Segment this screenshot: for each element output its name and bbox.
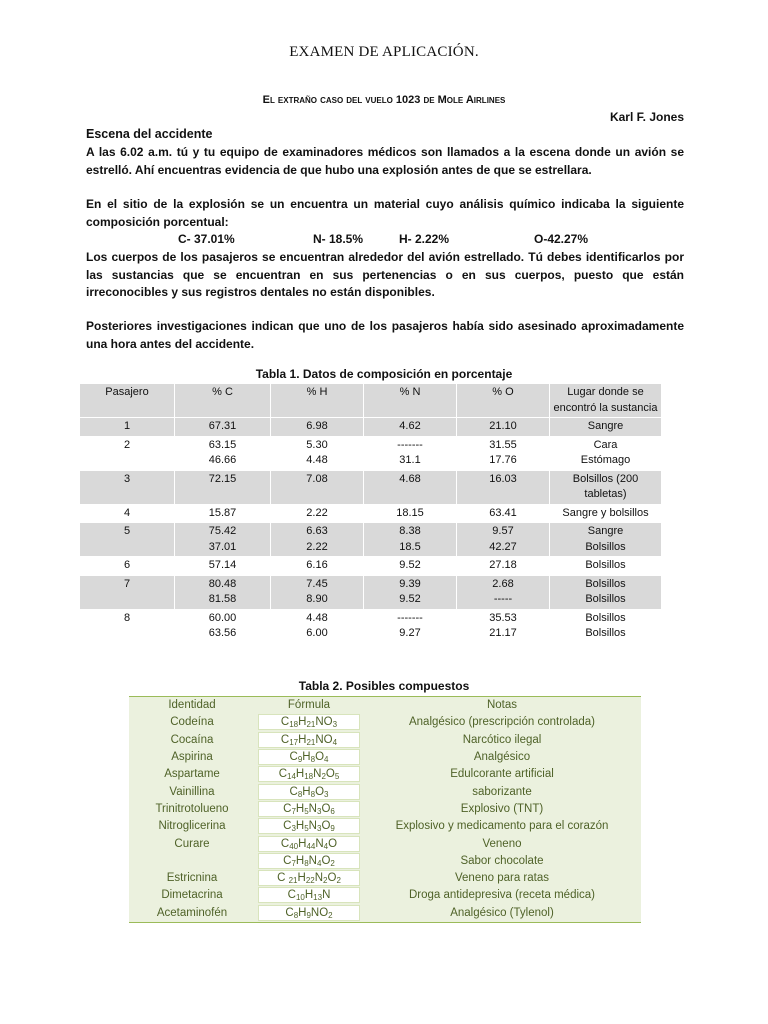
compound-note: Veneno para ratas bbox=[455, 872, 549, 885]
table2-header-notes: Notas bbox=[363, 697, 641, 715]
compound-row bbox=[129, 818, 641, 835]
compound-row bbox=[129, 853, 641, 870]
compound-formula: $C_3H_5N_3O_9$ bbox=[255, 818, 363, 835]
compound-name bbox=[129, 853, 255, 870]
compound-formula: $C_{18}H_{21}NO_3$ bbox=[255, 714, 363, 731]
table1-cell-pct-c: 67.31 bbox=[175, 418, 271, 437]
table1-cell-pct-n: ------- 9.27 bbox=[364, 609, 457, 643]
table1-cell-pct-n: 8.38 18.5 bbox=[364, 523, 457, 557]
compound-formula: $C_7H_8N_4O_2$ bbox=[255, 853, 363, 870]
compound-row bbox=[129, 749, 641, 766]
compound-row bbox=[129, 766, 641, 783]
table1-header-pct-h: % H bbox=[271, 384, 364, 418]
compound-formula: $C_8H_8O_3$ bbox=[255, 783, 363, 800]
table1-cell-pct-h: 7.45 8.90 bbox=[271, 575, 364, 609]
table1-row bbox=[80, 504, 662, 523]
table1-row bbox=[80, 436, 662, 470]
compound-note: Analgésico (prescripción controlada) bbox=[408, 716, 595, 729]
compound-name: Acetaminofén bbox=[129, 905, 255, 923]
table1-cell-pct-c: 75.42 37.01 bbox=[175, 523, 271, 557]
table1-cell-pct-n: 4.68 bbox=[364, 470, 457, 504]
composition-h: H- 2.22% bbox=[399, 232, 450, 246]
table1-cell-passenger: 6 bbox=[80, 557, 175, 576]
table1-row bbox=[80, 470, 662, 504]
table1-cell-location: Bolsillos bbox=[550, 557, 662, 576]
compound-name: Dimetacrina bbox=[161, 889, 223, 902]
table1-row bbox=[80, 609, 662, 643]
compound-formula: $C_{10}H_{13}N$ bbox=[255, 887, 363, 904]
table1-cell-pct-n: 9.39 9.52 bbox=[364, 575, 457, 609]
table1-cell-location: Bolsillos (200 tabletas) bbox=[550, 470, 662, 504]
table1-cell-pct-h: 6.63 2.22 bbox=[271, 523, 364, 557]
compound-row bbox=[129, 887, 641, 904]
paragraph-1: A las 6.02 a.m. tú y tu equipo de examinadores médicos son llamados a la escena donde un avión se estrelló. Ahí encuentras evidencia de que hubo una explosión antes de que se estrellara. bbox=[86, 145, 684, 177]
compound-name: Nitroglicerina bbox=[158, 820, 226, 833]
table1-cell-pct-h: 5.30 4.48 bbox=[271, 436, 364, 470]
compound-name: Aspartame bbox=[164, 768, 220, 781]
compound-formula: C $_{21}H_{22}N_2O_2$ bbox=[255, 870, 363, 887]
table1-cell-pct-n: 9.52 bbox=[364, 557, 457, 576]
compound-formula: $C_{17}H_{21}NO_4$ bbox=[255, 732, 363, 749]
table2-caption: Tabla 2. Posibles compuestos bbox=[298, 679, 470, 693]
table1-header-pct-c: % C bbox=[175, 384, 271, 418]
table1-header-pct-o: % O bbox=[457, 384, 550, 418]
table1-cell-pct-c: 60.00 63.56 bbox=[175, 609, 271, 643]
compound-row bbox=[129, 870, 641, 887]
compound-note: Sabor chocolate bbox=[460, 854, 544, 867]
compound-row bbox=[129, 905, 641, 923]
table1-cell-pct-h: 6.98 bbox=[271, 418, 364, 437]
table1-cell-passenger: 8 bbox=[80, 609, 175, 643]
table1-cell-pct-o: 21.10 bbox=[457, 418, 550, 437]
table1-cell-pct-c: 80.48 81.58 bbox=[175, 575, 271, 609]
paragraph-2: En el sitio de la explosión se un encuentra un material cuyo análisis químico indicaba la siguiente composición porcentual: bbox=[86, 197, 684, 229]
table1-cell-location: Sangre bbox=[550, 418, 662, 437]
table1-cell-location: Sangre Bolsillos bbox=[550, 523, 662, 557]
compound-row bbox=[129, 714, 641, 731]
composition-n: N- 18.5% bbox=[313, 232, 364, 246]
table1-cell-pct-o: 35.53 21.17 bbox=[457, 609, 550, 643]
table1-header-passenger: Pasajero bbox=[80, 384, 175, 418]
compound-row bbox=[129, 835, 641, 852]
compound-note: Edulcorante artificial bbox=[450, 768, 554, 781]
table1-cell-pct-c: 72.15 bbox=[175, 470, 271, 504]
compound-row bbox=[129, 732, 641, 749]
exam-title: EXAMEN DE APLICACIÓN. bbox=[289, 44, 479, 60]
compound-name: Aspirina bbox=[171, 751, 213, 764]
table1-cell-passenger: 2 bbox=[80, 436, 175, 470]
table1-cell-pct-o: 16.03 bbox=[457, 470, 550, 504]
compound-row bbox=[129, 783, 641, 800]
compound-name: Vainillina bbox=[169, 785, 215, 798]
table1-cell-pct-n: ------- 31.1 bbox=[364, 436, 457, 470]
table1-cell-passenger: 7 bbox=[80, 575, 175, 609]
table1-cell-pct-h: 6.16 bbox=[271, 557, 364, 576]
compound-name: Estricnina bbox=[166, 872, 218, 885]
table1-cell-passenger: 1 bbox=[80, 418, 175, 437]
composition-c: C- 37.01% bbox=[178, 232, 235, 246]
compound-note: Explosivo (TNT) bbox=[460, 802, 544, 815]
compound-note: Narcótico ilegal bbox=[462, 733, 542, 746]
table1-cell-passenger: 3 bbox=[80, 470, 175, 504]
table1-cell-location: Cara Estómago bbox=[550, 436, 662, 470]
table1-cell-pct-o: 27.18 bbox=[457, 557, 550, 576]
table1-row bbox=[80, 418, 662, 437]
paragraph-3: Los cuerpos de los pasajeros se encuentran alrededor del avión estrellado. Tú debes identificarlos por las sustancias que se encuentran en sus pertenencias o en sus cuerpos, puesto que están irreconocibles y sus registros dentales no están disponibles. bbox=[86, 250, 684, 299]
compound-formula: $C_8H_9NO_2$ bbox=[255, 905, 363, 923]
case-title: El extraño caso del vuelo 1023 de Mole Airlines bbox=[262, 94, 506, 106]
table1-header-pct-n: % N bbox=[364, 384, 457, 418]
table1-cell-passenger: 4 bbox=[80, 504, 175, 523]
table1-cell-pct-n: 18.15 bbox=[364, 504, 457, 523]
composition-o: O-42.27% bbox=[534, 232, 589, 246]
table1-row bbox=[80, 575, 662, 609]
table1-cell-pct-c: 57.14 bbox=[175, 557, 271, 576]
compound-note: Explosivo y medicamento para el corazón bbox=[395, 820, 609, 833]
paragraph-4: Posteriores investigaciones indican que uno de los pasajeros había sido asesinado aproximadamente una hora antes del accidente. bbox=[86, 319, 684, 351]
table1-cell-passenger: 5 bbox=[80, 523, 175, 557]
compound-note: Veneno bbox=[482, 837, 522, 850]
compound-formula: $C_9H_8O_4$ bbox=[255, 749, 363, 766]
table2-header-formula: Fórmula bbox=[255, 697, 363, 715]
table1-cell-pct-h: 2.22 bbox=[271, 504, 364, 523]
compound-note: Analgésico bbox=[473, 751, 531, 764]
table1-header-location: Lugar donde se encontró la sustancia bbox=[550, 384, 662, 418]
table1-cell-location: Sangre y bolsillos bbox=[550, 504, 662, 523]
compound-note: Analgésico (Tylenol) bbox=[363, 905, 641, 923]
table1-cell-pct-o: 63.41 bbox=[457, 504, 550, 523]
compound-note: Droga antidepresiva (receta médica) bbox=[408, 889, 595, 902]
composition-table bbox=[79, 383, 662, 644]
compound-note: saborizante bbox=[472, 785, 532, 798]
scene-heading: Escena del accidente bbox=[86, 127, 213, 141]
author: Karl F. Jones bbox=[609, 110, 684, 124]
table1-cell-pct-o: 31.55 17.76 bbox=[457, 436, 550, 470]
table1-cell-pct-o: 2.68 ----- bbox=[457, 575, 550, 609]
table1-caption: Tabla 1. Datos de composición en porcentaje bbox=[255, 367, 513, 381]
table1-row bbox=[80, 557, 662, 576]
table1-cell-pct-o: 9.57 42.27 bbox=[457, 523, 550, 557]
table1-cell-pct-n: 4.62 bbox=[364, 418, 457, 437]
table1-header-row bbox=[80, 384, 662, 418]
table1-cell-pct-c: 15.87 bbox=[175, 504, 271, 523]
compound-name: Cocaína bbox=[170, 733, 214, 746]
table1-cell-pct-h: 7.08 bbox=[271, 470, 364, 504]
composition-row bbox=[86, 232, 684, 248]
table1-cell-location: Bolsillos Bolsillos bbox=[550, 575, 662, 609]
compounds-table bbox=[129, 696, 641, 923]
compound-formula: $C_7H_5N_3O_6$ bbox=[255, 801, 363, 818]
table2-header-identity: Identidad bbox=[129, 697, 255, 715]
table1-cell-location: Bolsillos Bolsillos bbox=[550, 609, 662, 643]
compound-name: Codeína bbox=[170, 716, 214, 729]
compound-formula: $C_{14}H_{18}N_2O_5$ bbox=[255, 766, 363, 783]
compound-name: Trinitrotolueno bbox=[155, 802, 229, 815]
table1-row bbox=[80, 523, 662, 557]
table1-cell-pct-c: 63.15 46.66 bbox=[175, 436, 271, 470]
compound-name: Curare bbox=[174, 837, 210, 850]
compound-row bbox=[129, 801, 641, 818]
table2-header-row bbox=[129, 697, 641, 715]
compound-formula: $C_{40}H_{44}N_4O$ bbox=[255, 835, 363, 852]
table1-cell-pct-h: 4.48 6.00 bbox=[271, 609, 364, 643]
